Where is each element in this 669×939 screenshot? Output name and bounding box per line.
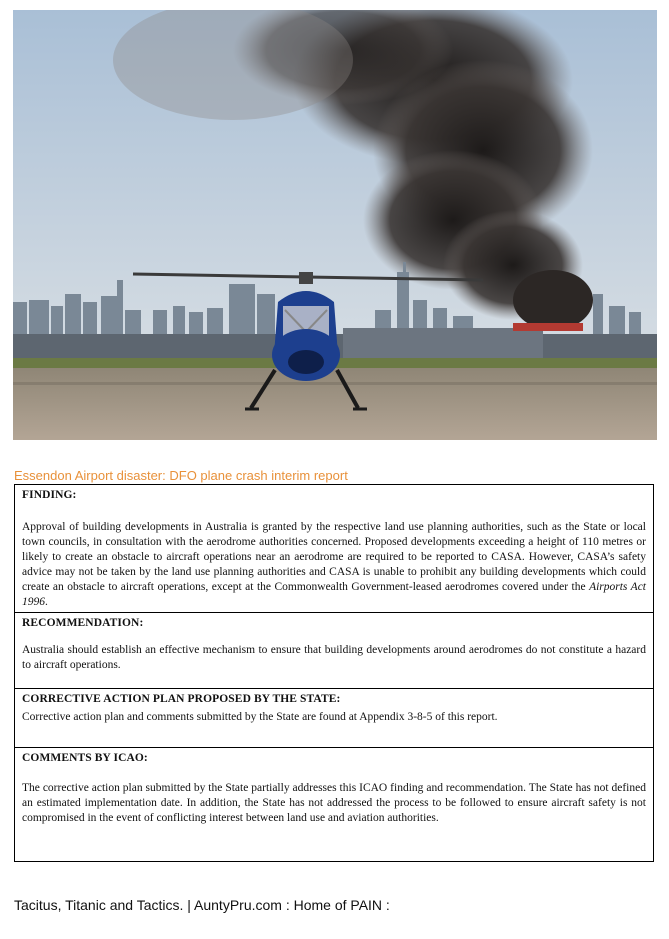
finding-heading: FINDING: <box>22 489 77 501</box>
corrective-action-text: Corrective action plan and comments submitted by the State are found at Appendix 3-8-5 of this report. <box>22 711 498 723</box>
recommendation-section <box>15 613 653 689</box>
finding-section <box>15 485 653 613</box>
corrective-action-heading: CORRECTIVE ACTION PLAN PROPOSED BY THE STATE: <box>22 693 341 705</box>
icao-comments-text: The corrective action plan submitted by the State partially addresses this ICAO finding and recommendation. The State has not defined an estimated implementation date. In addition, the State has not addressed the process to be followed to ensure aircraft safety is not compromised in the event of conflicting interest between land use and aviation authorities. <box>22 782 646 824</box>
finding-text-main: Approval of building developments in Australia is granted by the respective land use planning authorities, such as the State or local town councils, in consultation with the aerodrome authorities concerned. Proposed developments exceeding a height of 110 metres or likely to create an obstacle to aircraft operations near an aerodrome are required to be reported to CASA. However, CASA’s safety advice may not be taken by the land use planning authorities and CASA is unable to prohibit any building developments which could create an obstacle to aircraft operations, except at the Commonwealth Government-leased aerodromes covered under the <box>22 521 646 593</box>
footer-text: Tacitus, Titanic and Tactics. | AuntyPru.com : Home of PAIN : <box>14 897 390 913</box>
corrective-action-section <box>15 689 653 748</box>
finding-text <box>22 520 646 610</box>
icao-comments-heading: COMMENTS BY ICAO: <box>22 752 148 764</box>
recommendation-heading: RECOMMENDATION: <box>22 617 144 629</box>
helicopter-smoke-photo <box>13 10 657 440</box>
article-link[interactable]: Essendon Airport disaster: DFO plane crash interim report <box>14 468 348 483</box>
icao-comments-section <box>15 748 653 861</box>
news-photo <box>13 10 657 440</box>
airports-act-title: Airports Act 1996 <box>22 581 646 608</box>
finding-text-end: . <box>45 596 48 608</box>
recommendation-text: Australia should establish an effective mechanism to ensure that building developments around aerodromes do not constitute a hazard to aircraft operations. <box>22 644 646 671</box>
icao-finding-table <box>14 484 654 862</box>
